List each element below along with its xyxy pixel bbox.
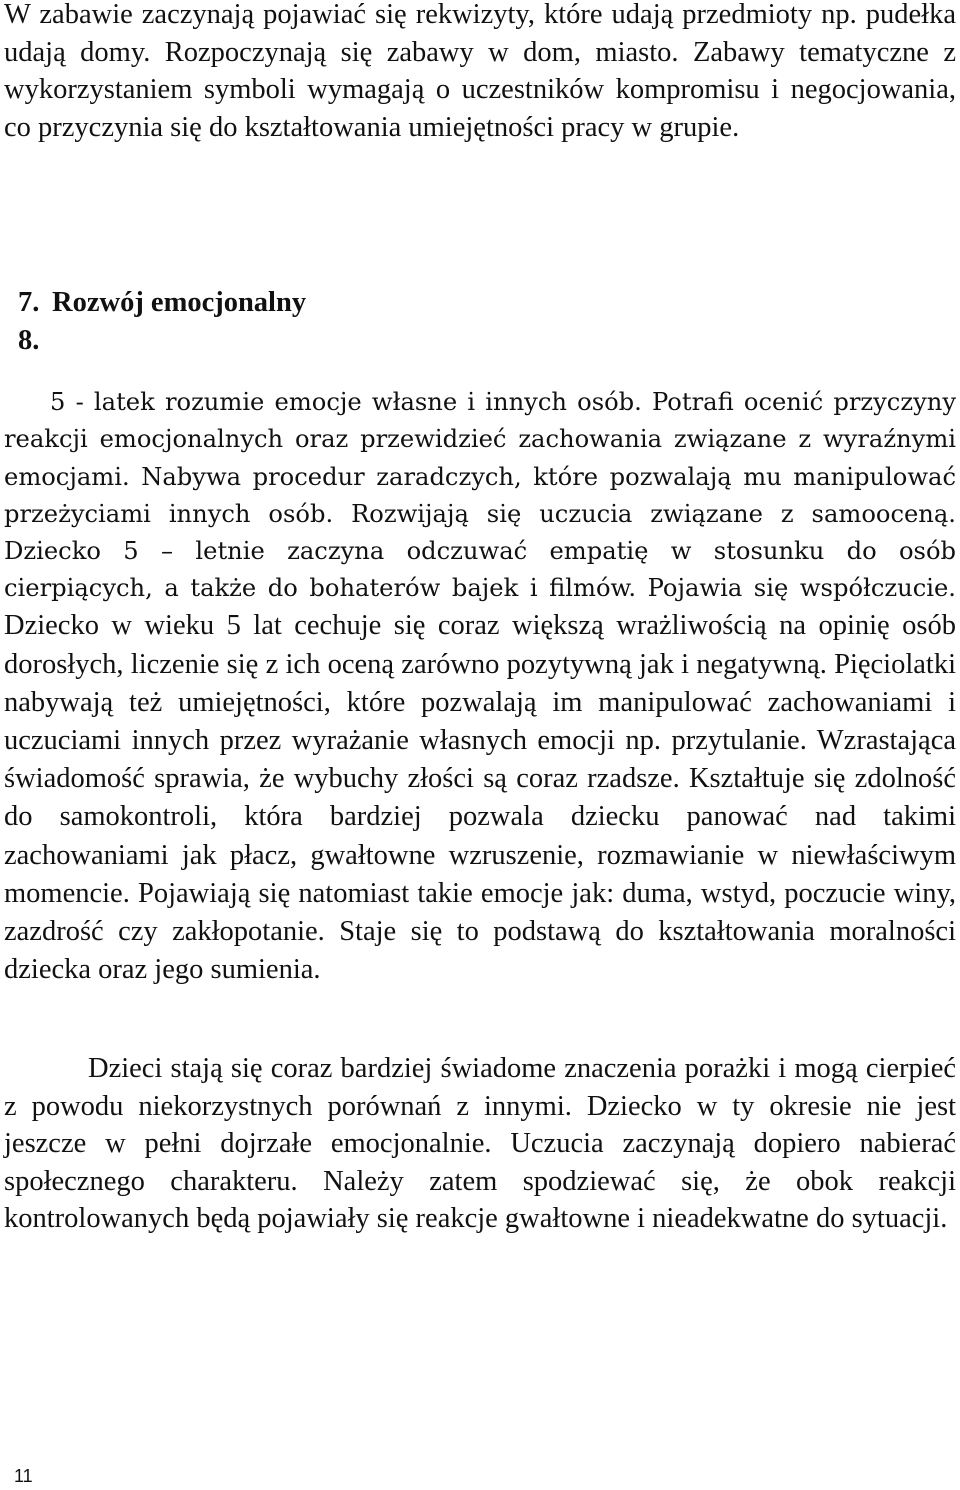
closing-paragraph (4, 1050, 956, 1238)
closing-paragraph-text: Dzieci stają się coraz bardziej świadome znaczenia porażki i mogą cierpieć z powodu niekorzystnych porównań z innymi. Dziecko w ty okresie nie jest jeszcze w pełni dojrzałe emocjonalnie. Uczucia zaczynają dopiero nabierać społecznego charakteru. Należy zatem spodziewać się, że obok reakcji kontrolowanych będą pojawiały się reakcje gwałtowne i nieadekwatne do sytuacji. (4, 1053, 956, 1234)
intro-paragraph: W zabawie zaczynają pojawiać się rekwizyty, które udają przedmioty np. pudełka udają domy. Rozpoczynają się zabawy w dom, miasto. Zabawy tematyczne z wykorzystaniem symboli wymagają o uczestników kompromisu i negocjowania, co przyczynia się do kształtowania umiejętności pracy w grupie. (4, 0, 956, 143)
section-heading (18, 284, 306, 360)
section-paragraph-part1: 5 - latek rozumie emocje własne i innych osób. Potrafi ocenić przyczyny reakcji emocjonalnych oraz przewidzieć zachowania związane z wyraźnymi emocjami. Nabywa procedur zaradczych, które pozwalają mu manipulować przeżyciami innych osób. Rozwijają się uczucia związane z samooceną. Dziecko 5 – letnie zaczyna odczuwać empatię w stosunku do osób cierpiących, a także do bohaterów bajek i filmów. Pojawia się współczucie. (4, 388, 956, 603)
heading-title: Rozwój emocjonalny (52, 287, 307, 318)
section-paragraph (4, 384, 956, 989)
heading-line (18, 284, 306, 322)
section-paragraph-part2: Dziecko w wieku 5 lat cechuje się coraz większą wrażliwością na opinię osób dorosłych, liczenie się z ich oceną zarówno pozytywną jak i negatywną. Pięciolatki nabywają też umiejętności, które pozwalają im manipulować zachowaniami i uczuciami innych przez wyrażanie własnych emocji np. przytulanie. Wzrastająca świadomość sprawia, że wybuchy złości są coraz rzadsze. Kształtuje się zdolność do samokontroli, która bardziej pozwala dziecku panować nad takimi zachowaniami jak płacz, gwałtowne wzruszenie, rozmawianie w niewłaściwym momencie. Pojawiają się natomiast takie emocje jak: duma, wstyd, poczucie winy, zazdrość czy zakłopotanie. Staje się to podstawą do kształtowania moralności dziecka oraz jego sumienia. (4, 610, 956, 986)
heading-next-number: 8. (18, 325, 40, 356)
page-number: 11 (14, 1466, 33, 1486)
heading-number: 7. (18, 287, 40, 318)
